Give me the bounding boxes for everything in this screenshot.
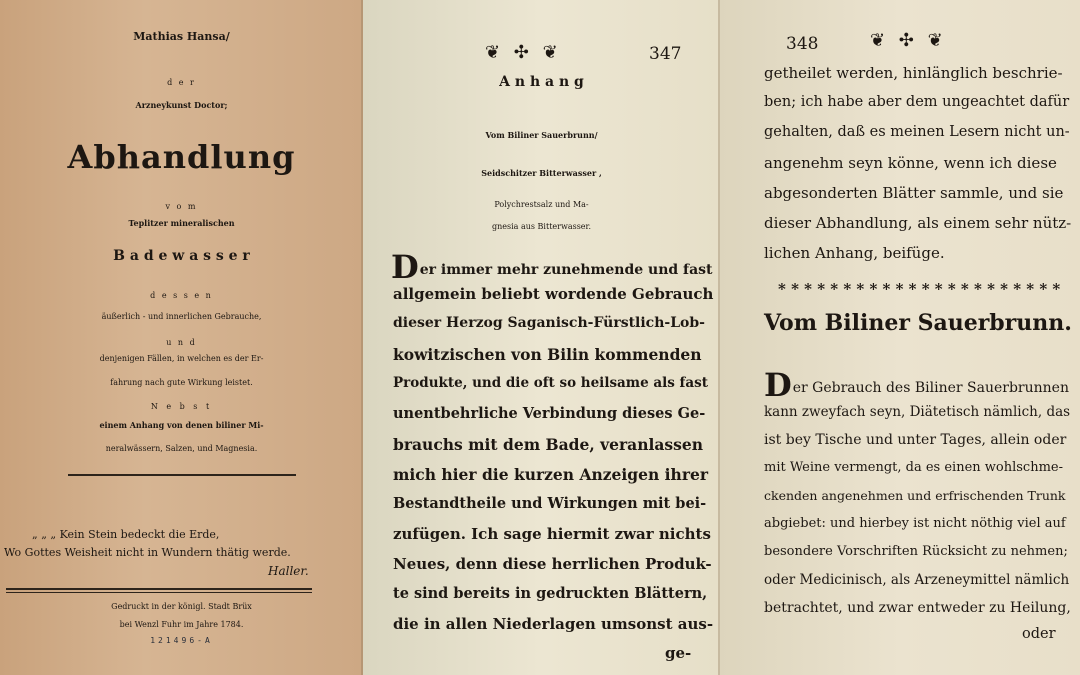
page-348 [720,0,1080,675]
paragraph-line: allgemein beliebt wordende Gebrauch [393,285,714,303]
paragraph-line: gehalten, daß es meinen Lesern nicht un- [764,124,1070,140]
author-name: Mathias Hansa/ [133,30,230,43]
desc-line: u n d [166,338,197,347]
section-heading: A n h a n g [499,74,584,90]
page-number: 348 [786,34,819,54]
paragraph-line: die in allen Niederlagen umsonst aus- [393,615,714,633]
paragraph-line: dieser Abhandlung, als einem sehr nütz- [764,214,1072,232]
drop-cap: D [391,248,419,286]
desc-line: denjenigen Fällen, in welchen es der Er- [99,354,264,363]
paragraph-line: mit Weine vermengt, da es einen wohlschme- [764,460,1063,475]
drop-cap: D [764,366,792,404]
paragraph-line: kowitzischen von Bilin kommenden [393,345,702,364]
paragraph-line: getheilet werden, hinlänglich beschrie- [764,64,1063,82]
paragraph-line: Bestandtheile und Wirkungen mit bei- [393,495,707,512]
section-title: Vom Biliner Sauerbrunn/ [485,130,598,140]
paragraph-line: unentbehrliche Verbindung dieses Ge- [393,405,706,422]
subtitle-badewasser: B a d e w a s s e r [113,248,250,264]
star-divider: * * * * * * * * * * * * * * * * * * * * * * [778,280,1061,298]
der-line: d e r [167,78,196,87]
section-subtitle: Polychrestsalz und Ma- [494,200,589,209]
catchword: oder [1022,626,1056,642]
motto-author: Haller. [268,564,309,578]
page-number: 347 [649,44,682,64]
paragraph-line: besondere Vorschriften Rücksicht zu nehmen; [764,544,1068,559]
main-title: Abhandlung [67,138,296,176]
desc-line: einem Anhang von denen biliner Mi- [99,420,264,430]
divider [6,588,312,590]
paragraph-line: angenehm seyn könne, wenn ich diese [764,154,1057,172]
paragraph-line: dieser Herzog Saganisch-Fürstlich-Lob- [393,315,705,331]
paragraph-line: ist bey Tische und unter Tages, allein oder [764,432,1067,448]
desc-line: fahrung nach gute Wirkung leistet. [110,378,253,387]
desc-line: neralwässern, Salzen, und Magnesia. [105,444,258,453]
imprint-line: Gedruckt in der königl. Stadt Brüx [111,602,252,611]
profession: Arzneykunst Doctor; [135,100,228,110]
paragraph-line: Der immer mehr zunehmende und fast [391,248,713,286]
paragraph-line: kann zweyfach seyn, Diätetisch nämlich, das [764,404,1071,420]
headpiece-ornament: ❦ ✣ ❦ [485,42,562,63]
paragraph-line: brauchs mit dem Bade, veranlassen [393,435,703,454]
paragraph-line: mich hier die kurzen Anzeigen ihrer [393,465,709,484]
shelfmark-stamp: 121496-A [150,636,213,645]
section-subtitle: Seidschitzer Bitterwasser , [481,168,602,178]
section-title: Vom Biliner Sauerbrunn. [764,310,1072,336]
paragraph-line: ckenden angenehmen und erfrischenden Trunk [764,488,1066,503]
paragraph-line: zufügen. Ich sage hiermit zwar nichts [393,525,711,543]
desc-line: äußerlich - und innerlichen Gebrauche, [101,312,262,321]
paragraph-line: Der Gebrauch des Biliner Sauerbrunnen [764,366,1069,404]
catchword: ge- [665,644,692,662]
paragraph-line: oder Medicinisch, als Arzeneymittel nämlich [764,572,1070,588]
title-page [0,0,363,675]
desc-line: N e b s t [150,402,213,411]
dessen-line: d e s s e n [150,291,213,300]
paragraph-line: lichen Anhang, beifüge. [764,244,945,262]
subtitle-teplitz: Teplitzer mineralischen [128,218,235,228]
section-subtitle: gnesia aus Bitterwasser. [491,222,592,231]
divider [68,474,296,476]
motto-line: „ „ „ Kein Stein bedeckt die Erde, [32,528,220,541]
divider [6,592,312,593]
paragraph-line: abgesonderten Blätter sammle, und sie [764,184,1064,202]
page-347 [363,0,720,675]
paragraph-line: abgiebet: und hierbey ist nicht nöthig viel auf [764,516,1066,531]
paragraph-line: Neues, denn diese herrlichen Produk- [393,555,712,573]
paragraph-line: betrachtet, und zwar entweder zu Heilung, [764,600,1071,616]
headpiece-ornament: ❦ ✣ ❦ [870,30,947,51]
motto-line: Wo Gottes Weisheit nicht in Wundern thätig werde. [4,546,291,559]
paragraph-line: ben; ich habe aber dem ungeachtet dafür [764,94,1070,110]
paragraph-line: te sind bereits in gedruckten Blättern, [393,585,708,602]
imprint-line: bei Wenzl Fuhr im Jahre 1784. [119,620,244,629]
paragraph-line: Produkte, und die oft so heilsame als fast [393,375,708,391]
vom-line: v o m [165,202,198,211]
